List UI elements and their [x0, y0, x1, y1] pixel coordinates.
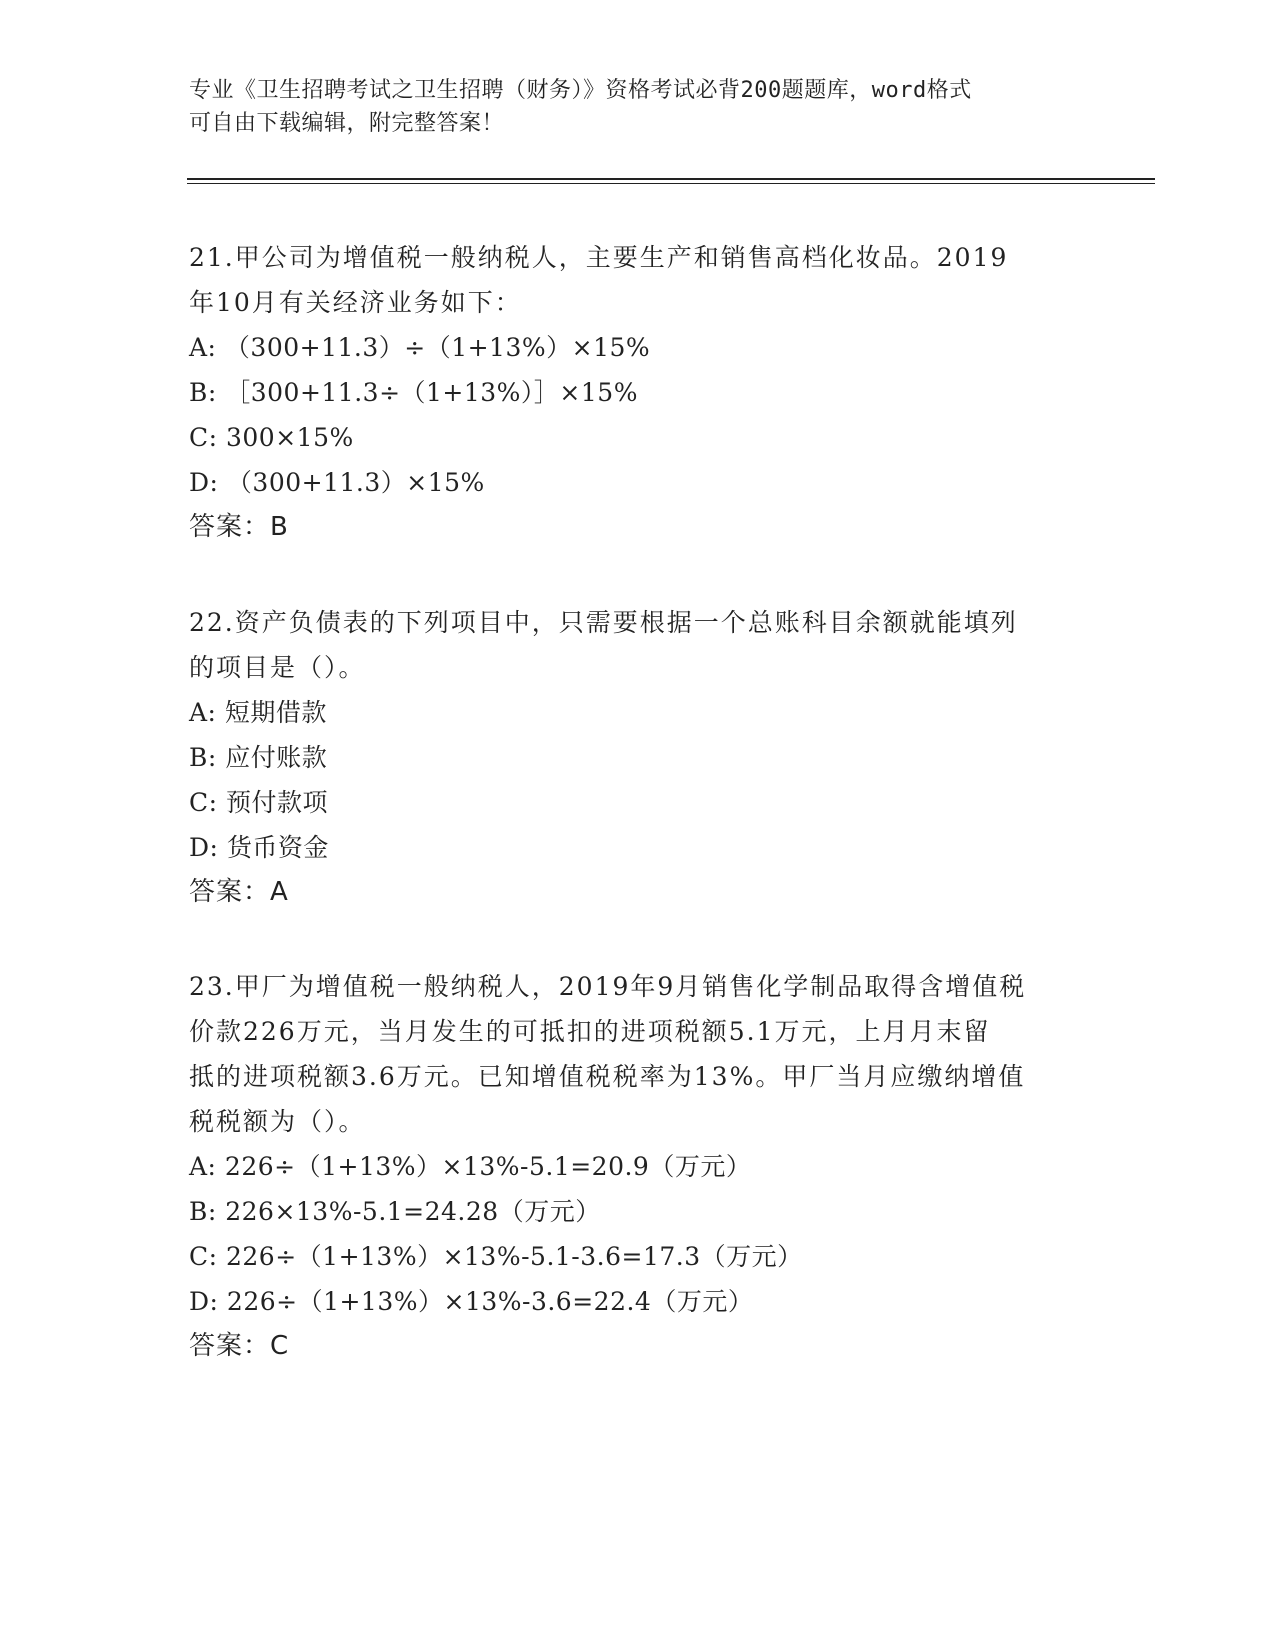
- option-b: B: 226×13%-5.1=24.28（万元）: [189, 1197, 601, 1226]
- option-c: C: 预付款项: [189, 788, 328, 817]
- option-a: A: 短期借款: [189, 698, 327, 727]
- option-d: D: 226÷（1+13%）×13%-3.6=22.4（万元）: [189, 1287, 754, 1316]
- option-d: D: （300+11.3）×15%: [189, 468, 485, 497]
- option-b: B: ［300+11.3÷（1+13%）］×15%: [189, 378, 638, 407]
- option-c: C: 226÷（1+13%）×13%-5.1-3.6=17.3（万元）: [189, 1242, 803, 1271]
- stem-line: 22.资产负债表的下列项目中，只需要根据一个总账科目余额就能填列: [189, 608, 1018, 637]
- header-divider-thick: [187, 178, 1155, 180]
- header-divider-thin: [187, 183, 1155, 184]
- question-stem: [189, 600, 1089, 690]
- stem-line: 抵的进项税额3.6万元。已知增值税税率为13%。甲厂当月应缴纳增值: [189, 1062, 1026, 1091]
- stem-line: 的项目是（）。: [189, 653, 366, 682]
- stem-line: 税税额为（）。: [189, 1107, 366, 1136]
- stem-line: 年10月有关经济业务如下：: [189, 288, 522, 317]
- question-stem: [189, 235, 1089, 325]
- document-header: [189, 74, 1079, 140]
- stem-line: 价款226万元，当月发生的可抵扣的进项税额5.1万元，上月月末留: [189, 1017, 991, 1046]
- question-stem: [189, 964, 1089, 1144]
- option-b: B: 应付账款: [189, 743, 328, 772]
- option-d: D: 货币资金: [189, 833, 329, 862]
- answer: 答案：C: [189, 1331, 290, 1361]
- option-a: A: 226÷（1+13%）×13%-5.1=20.9（万元）: [189, 1152, 752, 1181]
- question-23: [189, 964, 1089, 1369]
- answer: 答案：B: [189, 512, 289, 542]
- question-22: [189, 600, 1089, 915]
- stem-line: 21.甲公司为增值税一般纳税人，主要生产和销售高档化妆品。2019: [189, 243, 1009, 272]
- question-21: [189, 235, 1089, 550]
- option-c: C: 300×15%: [189, 423, 354, 452]
- option-a: A: （300+11.3）÷（1+13%）×15%: [189, 333, 651, 362]
- header-line-1: 专业《卫生招聘考试之卫生招聘（财务）》资格考试必背200题题库，word格式: [189, 78, 972, 103]
- answer: 答案：A: [189, 877, 289, 907]
- header-line-2: 可自由下载编辑，附完整答案！: [189, 111, 505, 136]
- stem-line: 23.甲厂为增值税一般纳税人，2019年9月销售化学制品取得含增值税: [189, 972, 1027, 1001]
